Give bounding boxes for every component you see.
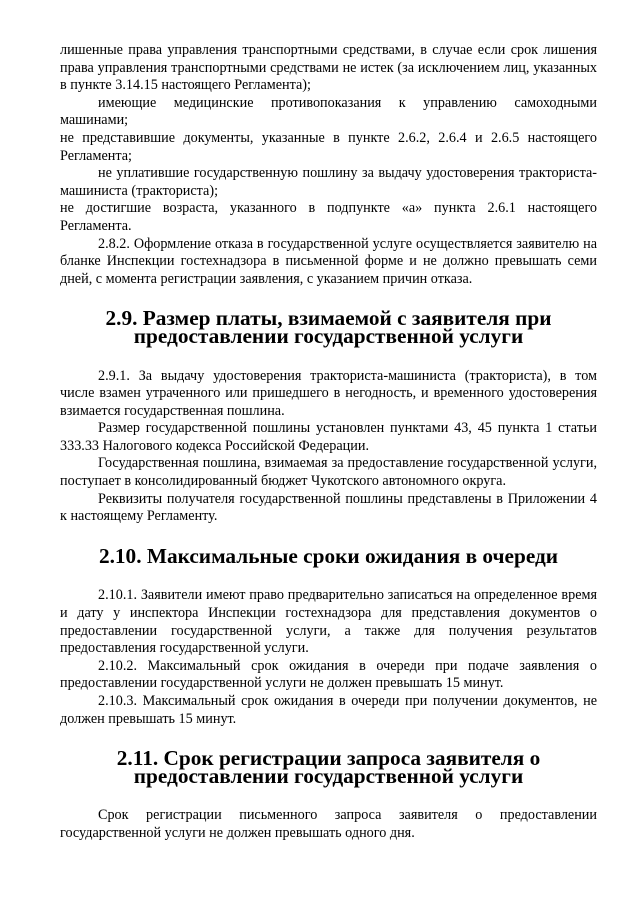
- paragraph: 2.8.2. Оформление отказа в государственной услуге осуществляется заявителю на бланке Инспекции гостехнадзора в письменной форме и не должно превышать семи дней, с момента регистрации заявления, с указанием причин отказа.: [60, 235, 597, 287]
- paragraph: Государственная пошлина, взимаемая за предоставление государственной услуги, поступает в консолидированный бюджет Чукотского автономного округа.: [60, 455, 597, 490]
- paragraph: 2.10.2. Максимальный срок ожидания в очереди при подаче заявления о предоставлении государственной услуги не должен превышать 15 минут.: [60, 657, 597, 692]
- paragraph: 2.10.1. Заявители имеют право предварительно записаться на определенное время и дату у инспектора Инспекции гостехнадзора для представления документов о предоставлении государственной услуги, а также для получения результатов предоставления государственной услуги.: [60, 587, 597, 657]
- paragraph: имеющие медицинские противопоказания к управлению самоходными машинами;: [60, 94, 597, 129]
- paragraph: не уплатившие государственную пошлину за выдачу удостоверения тракториста-машиниста (тракториста);: [60, 165, 597, 199]
- section-heading-2-9: 2.9. Размер платы, взимаемой с заявителя при предоставлении государственной услуги: [105, 306, 552, 348]
- document-page: [60, 42, 597, 843]
- paragraph: лишенные права управления транспортными средствами, в случае если срок лишения права управления транспортными средствами не истек (за исключением лиц, указанных в пункте 3.14.15 настоящего Регламента);: [60, 42, 597, 94]
- paragraph: не представившие документы, указанные в пункте 2.6.2, 2.6.4 и 2.6.5 настоящего Регламента;: [60, 129, 597, 164]
- section-heading-2-11: 2.11. Срок регистрации запроса заявителя о предоставлении государственной услуги: [116, 746, 541, 788]
- paragraph: 2.9.1. За выдачу удостоверения тракториста-машиниста (тракториста), в том числе взамен утраченного или пришедшего в негодность, и временного удостоверения взимается государственная пошлина.: [60, 367, 597, 419]
- paragraph: 2.10.3. Максимальный срок ожидания в очереди при получении документов, не должен превышать 15 минут.: [60, 693, 597, 727]
- paragraph: Срок регистрации письменного запроса заявителя о предоставлении государственной услуги не должен превышать одного дня.: [60, 807, 597, 841]
- section-heading-2-10: 2.10. Максимальные сроки ожидания в очереди: [98, 543, 559, 568]
- paragraph: не достигшие возраста, указанного в подпункте «а» пункта 2.6.1 настоящего Регламента.: [60, 200, 597, 234]
- paragraph: Размер государственной пошлины установлен пунктами 43, 45 пункта 1 статьи 333.33 Налогового кодекса Российской Федерации.: [60, 420, 597, 454]
- paragraph: Реквизиты получателя государственной пошлины представлены в Приложении 4 к настоящему Регламенту.: [60, 490, 597, 525]
